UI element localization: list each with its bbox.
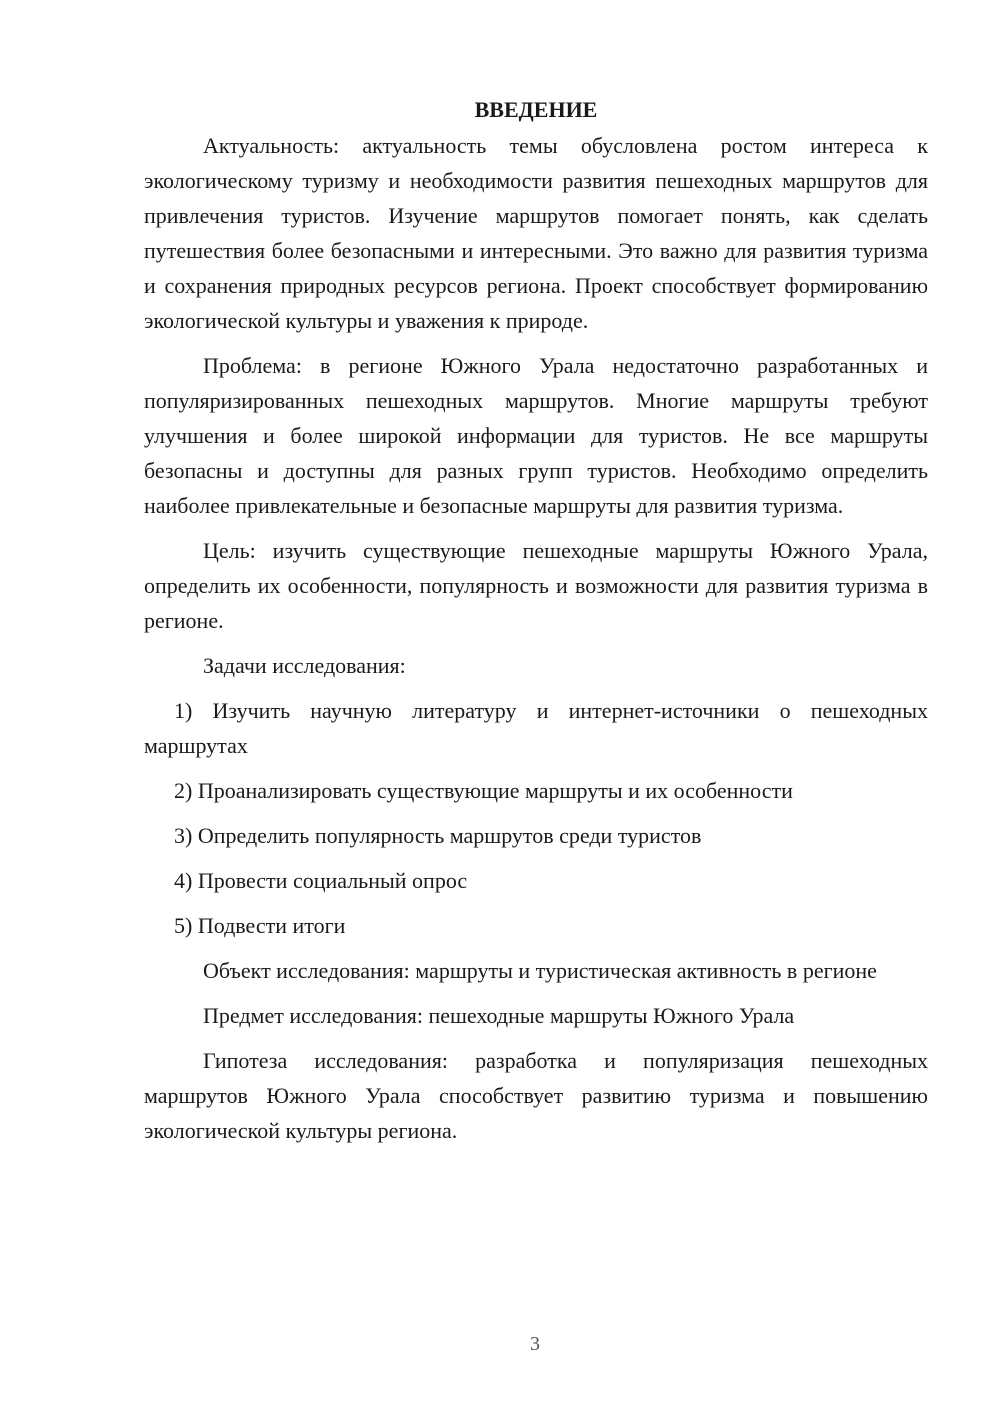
relevance-paragraph: Актуальность: актуальность темы обусловлена ростом интереса к экологическому туризму и необходимости развития пешеходных маршрутов для привлечения туристов. Изучение маршрутов помогает понять, как сделать путешествия более безопасными и интересными. Это важно для развития туризма и сохранения природных ресурсов региона. Проект способствует формированию экологической культуры и уважения к природе. [144,133,928,333]
task-item: 3) Определить популярность маршрутов среди туристов [174,823,702,848]
subject-paragraph: Предмет исследования: пешеходные маршруты Южного Урала [203,1003,795,1028]
page-number: 3 [530,1333,540,1355]
page-content [144,92,928,1158]
goal-paragraph: Цель: изучить существующие пешеходные маршруты Южного Урала, определить их особенности, популярность и возможности для развития туризма в регионе. [144,538,928,633]
object-paragraph: Объект исследования: маршруты и туристическая активность в регионе [203,958,877,983]
task-item: 1) Изучить научную литературу и интернет-источники о пешеходных маршрутах [144,698,928,758]
task-item: 5) Подвести итоги [174,913,346,938]
task-item: 2) Проанализировать существующие маршруты и их особенности [174,778,793,803]
hypothesis-paragraph: Гипотеза исследования: разработка и популяризация пешеходных маршрутов Южного Урала способствует развитию туризма и повышению экологической культуры региона. [144,1048,928,1143]
problem-paragraph: Проблема: в регионе Южного Урала недостаточно разработанных и популяризированных пешеходных маршрутов. Многие маршруты требуют улучшения и более широкой информации для туристов. Не все маршруты безопасны и доступны для разных групп туристов. Необходимо определить наиболее привлекательные и безопасные маршруты для развития туризма. [144,353,928,518]
page-title: ВВЕДЕНИЕ [474,97,598,122]
tasks-heading: Задачи исследования: [203,653,406,678]
tasks-list [144,693,928,943]
task-item: 4) Провести социальный опрос [174,868,468,893]
